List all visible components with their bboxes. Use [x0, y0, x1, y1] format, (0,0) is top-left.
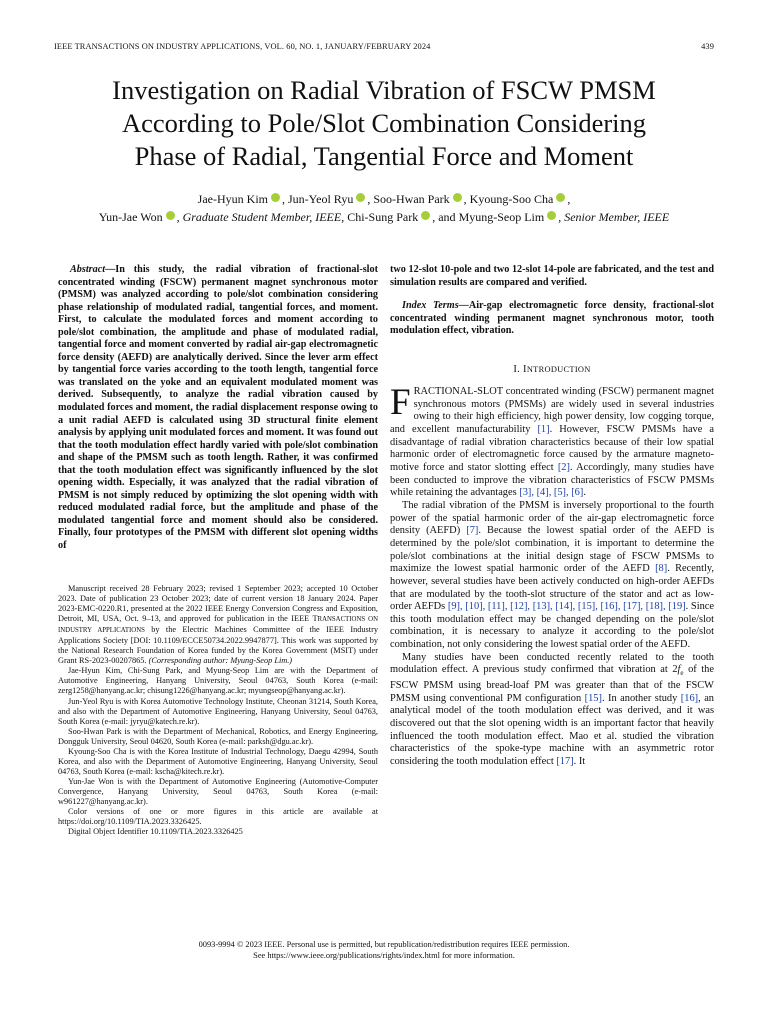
section-number: I. — [513, 364, 521, 375]
copyright-line-1: 0093-9994 © 2023 IEEE. Personal use is permitted, but republication/redistribution requires IEEE permission. — [198, 940, 570, 949]
author-membership: Graduate Student Member, IEEE — [182, 210, 342, 224]
orcid-icon[interactable] — [271, 193, 280, 202]
orcid-icon[interactable] — [166, 211, 175, 220]
author-name: Myung-Seop Lim — [458, 210, 545, 224]
paper-title — [40, 74, 728, 173]
footnote-affiliation: Soo-Hwan Park is with the Department of Mechanical, Robotics, and Energy Engineering, Dongguk University, Seoul 04620, South Korea (e-mail: parksh@dgu.ac.kr). — [58, 726, 378, 746]
title-line-1: Investigation on Radial Vibration of FSCW PMSM — [112, 75, 656, 105]
title-line-2: According to Pole/Slot Combination Considering — [121, 108, 647, 138]
running-header — [54, 42, 714, 51]
author-membership: Senior Member, IEEE — [564, 210, 670, 224]
footnote-color-versions: Color versions of one or more figures in this article are available at https://doi.org/10.1109/TIA.2023.3326425. — [58, 807, 378, 827]
abstract — [58, 264, 378, 553]
author-name: Jun-Yeol Ryu — [288, 192, 354, 206]
citation-link[interactable]: [17] — [556, 756, 574, 768]
citation-link[interactable]: [1] — [537, 423, 550, 435]
author-list — [40, 190, 728, 226]
copyright-line-2: See https://www.ieee.org/publications/rights/index.html for more information. — [253, 950, 515, 960]
citation-link[interactable]: [3], [4], [5], [6] — [519, 487, 584, 499]
footnote-affiliation: Jun-Yeol Ryu is with Korea Automotive Technology Institute, Cheonan 31214, South Korea, and also with the Department of Automotive Engineering, Hanyang University, Seoul 04763, South Korea (e-mail: jyryu@katech.re.kr). — [58, 696, 378, 726]
footnote-doi: Digital Object Identifier 10.1109/TIA.2023.3326425 — [68, 827, 243, 837]
citation-link[interactable]: [9], [10], [11], [12], [13], [14], [15], [16], [17], [18], [19] — [447, 601, 686, 613]
footnotes — [58, 584, 378, 837]
footnote-manuscript: Manuscript received 28 February 2023; revised 1 September 2023; accepted 10 October 2023. Date of publication 23 October 2023; date of current version 18 January 2024. Paper 2023-EMC-0220.R1, presented at the 2022 IEEE Energy Conversion Congress and Exposition, Detroit, MI, USA, Oct. 9–13, and approved for publication in the IEEE TRANSACTIONS ON INDUSTRY APPLICATIONS by the Electric Machines Committee of the IEEE Industry Applications Society [DOI: 10.1109/ECCE50734.2022.9947877]. This work was supported by the National Research Foundation of Korea funded by the Korea Government (MSIT) under Grant RS-2023-00207865. (Corresponding author: Myung-Seop Lim.) — [58, 584, 378, 666]
citation-link[interactable]: [2] — [557, 461, 570, 473]
citation-link[interactable]: [15] — [584, 692, 602, 704]
footnote-affiliation: Jae-Hyun Kim, Chi-Sung Park, and Myung-Seop Lim are with the Department of Automotive Engineering, Hanyang University, Seoul 04763, South Korea (e-mail: zerg1258@hanyang.ac.kr; chisung1226@hanyang.ac.kr; myungseop@hanyang.ac.kr). — [58, 666, 378, 696]
orcid-icon[interactable] — [547, 211, 556, 220]
title-line-3: Phase of Radial, Tangential Force and Moment — [134, 141, 634, 171]
orcid-icon[interactable] — [356, 193, 365, 202]
orcid-icon[interactable] — [453, 193, 462, 202]
page-number: 439 — [701, 42, 714, 51]
citation-link[interactable]: [16] — [680, 692, 699, 704]
citation-link[interactable]: [7] — [466, 525, 479, 537]
author-name: Jae-Hyun Kim — [197, 192, 268, 206]
citation-link[interactable]: [8] — [655, 563, 668, 575]
abstract-text: In this study, the radial vibration of fractional-slot concentrated winding (FSCW) permanent magnet synchronous motor (PMSM) was analyzed according to pole/slot combination considering phase relationship of modulated radial, tangential forces, and moment. First, to calculate the modulated forces and moment according to pole/slot combination, the amplitude and phase of modulated radial, tangential force and moment converted by radial air-gap electromagnetic force density (AEFD) are analytically derived. Since the lever arm effect by tangential force varies according to the tooth length, tangential force was translated on the yoke and an equivalent modulated moment was derived. Subsequently, to analyze the radial vibration caused by modulated forces and moment, the radial displacement response owing to a unit radial AEFD is calculated using 3D structural finite element analysis by applying unit modulated forces and moment. It was found out that the tooth modulation effect hardly varied with pole/slot combination and shape of the PMSM such as tooth length. Rather, it was confirmed that the tooth modulation effect was significantly influenced by the slot opening width. Especially, it was analyzed that the radial vibration of PMSM is not simply reduced by optimizing the slot opening width with reduced modulated radial force, but the amplitude and phase of the modulated tangential force and moment should also be considered. Finally, four prototypes of the PMSM with different slot opening widths of — [58, 264, 378, 552]
journal-name: IEEE TRANSACTIONS ON INDUSTRY APPLICATIONS, VOL. 60, NO. 1, JANUARY/FEBRUARY 2024 — [54, 42, 431, 51]
section-title: INTRODUCTION — [523, 364, 591, 375]
index-terms-text: Air-gap electromagnetic force density, fractional-slot concentrated winding permanent magnet synchronous motor, tooth modulation effect, vibration. — [390, 300, 714, 337]
author-line-1: Jae-Hyun Kim , Jun-Yeol Ryu , Soo-Hwan Park , Kyoung-Soo Cha , — [197, 192, 571, 206]
author-name: Kyoung-Soo Cha — [469, 192, 554, 206]
drop-cap: F — [390, 382, 411, 423]
index-terms — [390, 300, 714, 338]
orcid-icon[interactable] — [421, 211, 430, 220]
author-name: Soo-Hwan Park — [373, 192, 450, 206]
footnote-affiliation: Yun-Jae Won is with the Department of Automotive Engineering (Automotive-Computer Convergence, Hanyang University, Seoul 04763, South Korea (e-mail: w961227@hanyang.ac.kr). — [58, 776, 378, 806]
intro-paragraph-2: The radial vibration of the PMSM is inversely proportional to the fourth power of the spatial harmonic order of the air-gap electromagnetic force density (AEFD) [7]. Because the lowest spatial order of the AEFD is determined by the pole/slot combination, it is important to determine the pole/slot combinations at the initial design stage of FSCW PMSMs to maximize the lowest spatial harmonic order of the AEFD [8]. Recently, however, several studies have been actively conducted on high-order AEFDs that are modulated by the tooth-slot structure of the stator and act as low-order AEFDs [9], [10], [11], [12], [13], [14], [15], [16], [17], [18], [19]. Since this tooth modulation effect may be changed depending on the pole/slot combination, it is necessary to analyze it according to the pole/slot combination, not only considering the lowest spatial order of the AEFD. — [390, 499, 714, 651]
orcid-icon[interactable] — [556, 193, 565, 202]
author-name: Yun-Jae Won — [98, 210, 163, 224]
index-terms-label: Index Terms— — [402, 300, 469, 311]
introduction-body — [390, 382, 714, 769]
author-conjunction: and — [438, 210, 456, 224]
abstract-continued: two 12-slot 10-pole and two 12-slot 14-pole are fabricated, and the test and simulation results are compared and verified. — [390, 264, 714, 288]
author-line-2: Yun-Jae Won , Graduate Student Member, IEEE, Chi-Sung Park , and Myung-Seop Lim , Senior Member, IEEE — [98, 210, 670, 224]
section-heading — [390, 364, 714, 375]
abstract-label: Abstract— — [70, 264, 116, 275]
footnote-affiliation: Kyoung-Soo Cha is with the Korea Institute of Industrial Technology, Daegu 42994, South Korea, and also with the Department of Automotive Engineering, Hanyang University, Seoul 04763, South Korea (e-mail: kscha@kitech.re.kr). — [58, 746, 378, 776]
intro-paragraph-1: FRACTIONAL-SLOT concentrated winding (FSCW) permanent magnet synchronous motors (PMSMs) are widely used in several industries owing to their high efficiency, high power density, low cogging torque, and excellent manufacturability [1]. However, FSCW PMSMs have a disadvantage of radial vibration characteristics because of their low spatial harmonic order of electromagnetic force caused by the armature magneto-motive force and stator slotting effect [2]. Accordingly, many studies have been conducted to improve the vibration characteristics of FSCW PMSMs while retaining the advantages [3], [4], [5], [6]. — [390, 382, 714, 499]
intro-paragraph-3: Many studies have been conducted recently related to the tooth modulation effect. A previous study confirmed that vibration at $2f_e$ of the FSCW PMSM using bread-loaf PM was greater than that of the FSCW PMSM using conventional PM configuration [15]. In another study [16], an analytical model of the tooth modulation effect was derived, and it was discovered out that the slot opening width is an important factor that heavily influenced the tooth modulation effect. Mao et al. studied the vibration characteristics of the spoke-type machine with an asymmetric rotor considering the tooth modulation effect [17]. It — [390, 651, 714, 768]
author-name: Chi-Sung Park — [347, 210, 419, 224]
copyright-notice — [40, 940, 728, 961]
